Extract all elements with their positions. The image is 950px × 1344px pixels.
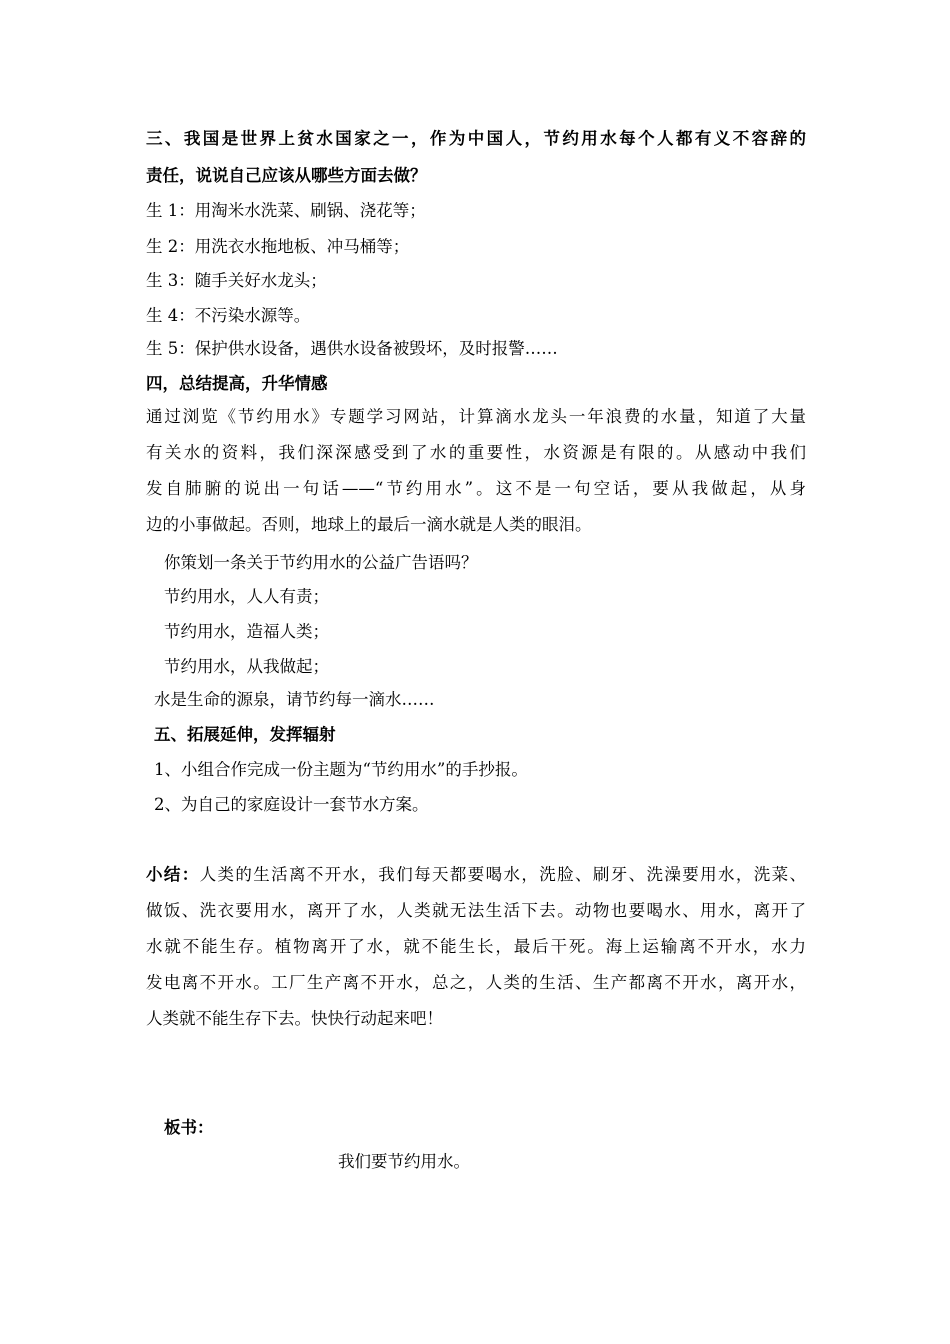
slogan-4: 水是生命的源泉，请节约每一滴水…… (154, 690, 435, 709)
summary-line4: 发电离不开水。工厂生产离不开水，总之，人类的生活、生产都离不开水，离开水， (146, 973, 806, 992)
section3-heading-line2: 责任，说说自己应该从哪些方面去做？ (146, 166, 427, 185)
board-content: 我们要节约用水。 (338, 1152, 470, 1171)
answer-2: 生 2：用洗衣水拖地板、冲马桶等； (146, 237, 410, 256)
section4-heading: 四，总结提高，升华情感 (146, 374, 328, 393)
section4-paragraph-line1: 通过浏览《节约用水》专题学习网站，计算滴水龙头一年浪费的水量，知道了大量 (146, 407, 806, 426)
summary-line5: 人类就不能生存下去。快快行动起来吧！ (146, 1009, 443, 1028)
slogan-3: 节约用水，从我做起； (164, 657, 329, 676)
section3-heading-line1: 三、我国是世界上贫水国家之一，作为中国人，节约用水每个人都有义不容辞的 (146, 129, 806, 148)
board-label: 板书： (164, 1118, 214, 1137)
section5-item-1: 1、小组合作完成一份主题为“节约用水”的手抄报。 (154, 760, 528, 779)
section4-paragraph-line4: 边的小事做起。否则，地球上的最后一滴水就是人类的眼泪。 (146, 515, 592, 534)
answer-3: 生 3：随手关好水龙头； (146, 271, 327, 290)
slogan-2: 节约用水，造福人类； (164, 622, 329, 641)
answer-1: 生 1：用淘米水洗菜、刷锅、浇花等； (146, 201, 426, 220)
summary-line3: 水就不能生存。植物离开了水，就不能生长，最后干死。海上运输离不开水，水力 (146, 937, 806, 956)
summary-line1 (146, 864, 806, 886)
answer-4: 生 4：不污染水源等。 (146, 306, 311, 325)
summary-label: 小结： (146, 865, 200, 884)
summary-text-line1: 人类的生活离不开水，我们每天都要喝水，洗脸、刷牙、洗澡要用水，洗菜、 (199, 865, 806, 884)
section4-paragraph-line2: 有关水的资料，我们深深感受到了水的重要性，水资源是有限的。从感动中我们 (146, 443, 806, 462)
slogan-1: 节约用水，人人有责； (164, 587, 329, 606)
slogan-question: 你策划一条关于节约用水的公益广告语吗？ (164, 553, 478, 572)
section4-paragraph-line3: 发自肺腑的说出一句话——“节约用水”。这不是一句空话，要从我做起，从身 (146, 479, 806, 498)
summary-line2: 做饭、洗衣要用水，离开了水，人类就无法生活下去。动物也要喝水、用水，离开了 (146, 901, 806, 920)
answer-5: 生 5：保护供水设备，遇供水设备被毁坏，及时报警…… (146, 339, 558, 358)
section5-item-2: 2、为自己的家庭设计一套节水方案。 (154, 795, 429, 814)
section5-heading: 五、拓展延伸，发挥辐射 (154, 725, 336, 744)
